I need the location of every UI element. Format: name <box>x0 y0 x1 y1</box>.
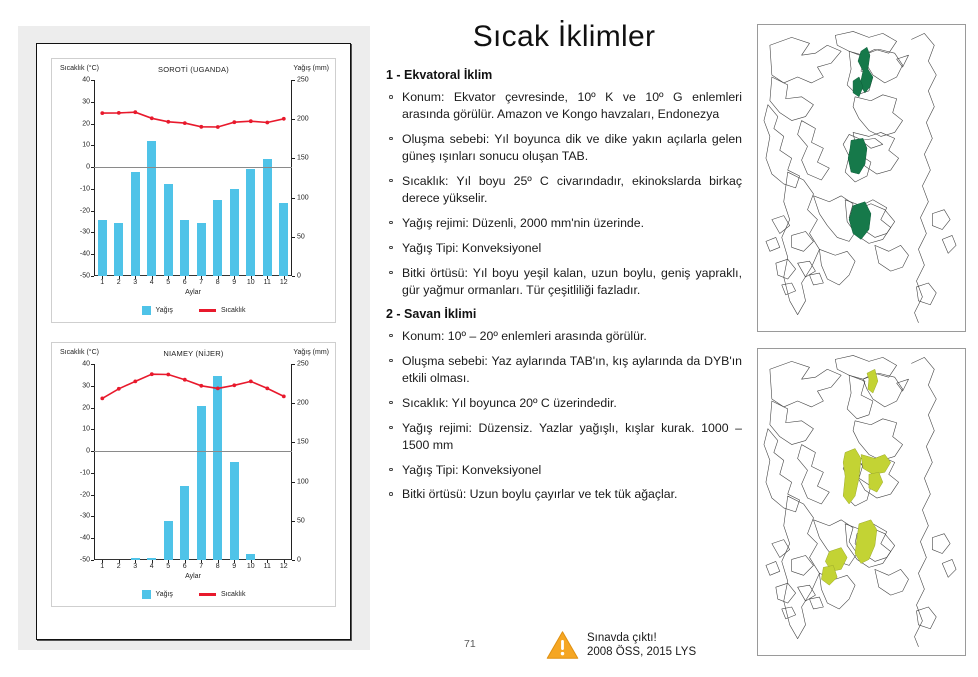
x-axis-tick-label: 6 <box>182 279 187 286</box>
x-axis-tick <box>251 276 252 279</box>
y-axis-tick-label: -50 <box>79 272 90 280</box>
x-axis-tick-label: 3 <box>133 279 138 286</box>
x-axis-tick <box>119 560 120 563</box>
bullet-item: Konum: 10º – 20º enlemleri arasında görülür. <box>386 328 742 345</box>
soroti-right-axis-caption: Yağış (mm) <box>293 65 329 72</box>
page-title: Sıcak İklimler <box>472 20 656 53</box>
savanna-climate-map <box>757 348 966 656</box>
exam-note <box>546 630 696 660</box>
soroti-left-axis-caption: Sıcaklık (°C) <box>60 65 99 72</box>
x-axis-tick <box>119 276 120 279</box>
y-axis-tick <box>91 560 94 561</box>
y-axis-tick-label: -20 <box>79 207 90 215</box>
y-axis-tick-label: -20 <box>79 491 90 499</box>
x-axis-tick-label: 9 <box>232 563 237 570</box>
soroti-chart-title: SOROTİ (UGANDA) <box>158 65 229 74</box>
x-axis-tick <box>135 560 136 563</box>
legend-label-precipitation: Yağış <box>155 307 173 314</box>
bullet-item: Yağış rejimi: Düzensiz. Yazlar yağışlı, kışlar kurak. 1000 – 1500 mm <box>386 420 742 454</box>
world-map-outline <box>758 349 965 655</box>
precipitation-swatch-icon <box>142 306 151 315</box>
legend-item-precipitation <box>142 306 173 315</box>
x-axis-tick-label: 4 <box>149 563 154 570</box>
y-axis-tick-label: 40 <box>82 360 90 368</box>
y2-axis-tick-label: 100 <box>297 194 309 202</box>
y2-axis-tick-label: 50 <box>297 517 305 525</box>
y-axis-tick-label: 0 <box>86 163 90 171</box>
x-axis-tick <box>168 560 169 563</box>
x-axis-tick <box>185 276 186 279</box>
lesson-content <box>386 14 742 664</box>
niamey-right-axis-caption: Yağış (mm) <box>293 349 329 356</box>
legend-item-precipitation <box>142 590 173 599</box>
temperature-line-icon <box>199 593 216 596</box>
x-axis-tick <box>135 276 136 279</box>
x-axis-label: Aylar <box>185 573 201 580</box>
bullet-item: Yağış Tipi: Konveksiyonel <box>386 240 742 257</box>
x-axis-tick <box>284 560 285 563</box>
highlight-regions <box>821 369 890 585</box>
y-axis-tick-label: 30 <box>82 98 90 106</box>
world-map-outline <box>758 25 965 331</box>
exam-note-text <box>587 631 696 660</box>
y-axis-tick-label: -50 <box>79 556 90 564</box>
temperature-line-series <box>94 80 292 276</box>
y2-axis-tick-label: 150 <box>297 154 309 162</box>
x-axis-tick-label: 11 <box>263 563 271 570</box>
section-heading: 1 - Ekvatoral İklim <box>386 68 493 82</box>
temperature-line-series <box>94 364 292 560</box>
y2-axis-tick-label: 150 <box>297 438 309 446</box>
x-axis-tick-label: 8 <box>215 563 220 570</box>
y-axis-tick-label: 20 <box>82 404 90 412</box>
x-axis-tick-label: 5 <box>166 563 171 570</box>
bullet-item: Oluşma sebebi: Yaz aylarında TAB'ın, kış aylarında da DYB'ın etkili olması. <box>386 353 742 387</box>
y2-axis-tick-label: 200 <box>297 115 309 123</box>
y-axis-tick-label: 40 <box>82 76 90 84</box>
x-axis-tick-label: 9 <box>232 279 237 286</box>
niamey-plot-area <box>79 360 309 580</box>
y2-axis-tick <box>292 158 295 159</box>
y-axis-tick-label: 0 <box>86 447 90 455</box>
x-axis-tick-label: 2 <box>116 563 121 570</box>
y2-axis-tick <box>292 80 295 81</box>
niamey-climate-chart <box>51 342 336 607</box>
x-axis-tick <box>218 560 219 563</box>
bullet-item: Yağış rejimi: Düzenli, 2000 mm'nin üzerinde. <box>386 215 742 232</box>
y2-axis-tick <box>292 364 295 365</box>
highlight-regions <box>848 47 873 239</box>
y-axis-tick-label: 10 <box>82 141 90 149</box>
x-axis-tick-label: 2 <box>116 279 121 286</box>
x-axis-tick-label: 10 <box>246 563 255 570</box>
x-axis-tick <box>267 276 268 279</box>
bullet-item: Oluşma sebebi: Yıl boyunca dik ve dike yakın açılarla gelen güneş ışınları sonucu oluşan TAB. <box>386 131 742 165</box>
bullet-item: Konum: Ekvator çevresinde, 10º K ve 10º G enlemleri arasında görülür. Amazon ve Kongo havzaları, Endonezya <box>386 89 742 123</box>
x-axis-tick-label: 10 <box>246 279 255 286</box>
bullet-item: Sıcaklık: Yıl boyunca 20º C üzerindedir. <box>386 395 742 412</box>
y-axis-tick-label: 30 <box>82 382 90 390</box>
x-axis-tick-label: 1 <box>100 279 105 286</box>
y2-axis-tick-label: 0 <box>297 556 301 564</box>
x-axis-tick-label: 5 <box>166 279 171 286</box>
y2-axis-tick <box>292 403 295 404</box>
section-bullets <box>386 328 742 504</box>
page-number: 71 <box>464 638 476 650</box>
soroti-legend <box>52 306 335 315</box>
x-axis-tick-label: 1 <box>100 563 105 570</box>
niamey-left-axis-caption: Sıcaklık (°C) <box>60 349 99 356</box>
soroti-climate-chart <box>51 58 336 323</box>
y2-axis-tick <box>292 560 295 561</box>
x-axis-tick-label: 12 <box>279 563 288 570</box>
x-axis-tick-label: 12 <box>279 279 288 286</box>
x-axis-tick <box>251 560 252 563</box>
bullet-item: Yağış Tipi: Konveksiyonel <box>386 462 742 479</box>
y2-axis-tick <box>292 119 295 120</box>
y2-axis-tick <box>292 237 295 238</box>
y2-axis-tick-label: 250 <box>297 360 309 368</box>
y-axis-tick-label: -30 <box>79 228 90 236</box>
x-axis-tick <box>102 276 103 279</box>
x-axis-tick <box>102 560 103 563</box>
y-axis-tick-label: -10 <box>79 469 90 477</box>
legend-item-temperature <box>199 591 246 598</box>
y2-axis-tick-label: 200 <box>297 399 309 407</box>
legend-item-temperature <box>199 307 246 314</box>
x-axis-tick-label: 3 <box>133 563 138 570</box>
temperature-line-icon <box>199 309 216 312</box>
x-axis-label: Aylar <box>185 289 201 296</box>
x-axis-tick <box>201 276 202 279</box>
x-axis-tick-label: 7 <box>199 279 204 286</box>
y2-axis-tick-label: 0 <box>297 272 301 280</box>
x-axis-tick-label: 11 <box>263 279 271 286</box>
section-bullets <box>386 89 742 299</box>
y-axis-tick-label: -10 <box>79 185 90 193</box>
section-heading: 2 - Savan İklimi <box>386 306 477 321</box>
x-axis-tick <box>284 276 285 279</box>
legend-label-temperature: Sıcaklık <box>220 307 246 314</box>
y-axis-tick-label: -40 <box>79 534 90 542</box>
x-axis-tick <box>234 276 235 279</box>
exam-note-line1: Sınavda çıktı! <box>587 631 657 644</box>
y2-axis-tick-label: 50 <box>297 233 305 241</box>
x-axis-tick <box>218 276 219 279</box>
equatorial-climate-map <box>757 24 966 332</box>
y2-axis-tick-label: 100 <box>297 478 309 486</box>
legend-label-temperature: Sıcaklık <box>220 591 246 598</box>
y-axis-tick-label: 20 <box>82 120 90 128</box>
x-axis-tick-label: 7 <box>199 563 204 570</box>
x-axis-tick-label: 4 <box>149 279 154 286</box>
x-axis-tick <box>152 560 153 563</box>
x-axis-tick-label: 8 <box>215 279 220 286</box>
y-axis-tick-label: -40 <box>79 250 90 258</box>
y-axis-tick <box>91 276 94 277</box>
y2-axis-tick <box>292 482 295 483</box>
x-axis-tick-label: 6 <box>182 563 187 570</box>
x-axis-tick <box>168 276 169 279</box>
bullet-item: Bitki örtüsü: Uzun boylu çayırlar ve tek tük ağaçlar. <box>386 486 742 503</box>
soroti-plot-area <box>79 76 309 296</box>
precipitation-swatch-icon <box>142 590 151 599</box>
y2-axis-tick <box>292 521 295 522</box>
y2-axis-tick <box>292 442 295 443</box>
legend-label-precipitation: Yağış <box>155 591 173 598</box>
x-axis-tick <box>201 560 202 563</box>
x-axis-tick <box>267 560 268 563</box>
niamey-chart-title: NIAMEY (NİJER) <box>163 349 224 358</box>
y2-axis-tick <box>292 198 295 199</box>
charts-card <box>36 43 351 640</box>
page-footer <box>386 622 742 662</box>
niamey-legend <box>52 590 335 599</box>
y-axis-tick-label: -30 <box>79 512 90 520</box>
x-axis-tick <box>185 560 186 563</box>
exam-note-line2: 2008 ÖSS, 2015 LYS <box>587 646 697 658</box>
x-axis-tick <box>152 276 153 279</box>
y2-axis-tick-label: 250 <box>297 76 309 84</box>
charts-panel <box>18 26 370 650</box>
warning-triangle-icon <box>546 630 579 660</box>
section-equatorial <box>386 68 742 299</box>
bullet-item: Bitki örtüsü: Yıl boyu yeşil kalan, uzun boylu, geniş yapraklı, gür yağmur ormanları. Tür çeşitliliği fazladır. <box>386 265 742 299</box>
y2-axis-tick <box>292 276 295 277</box>
x-axis-tick <box>234 560 235 563</box>
section-savanna <box>386 307 742 504</box>
y-axis-tick-label: 10 <box>82 425 90 433</box>
bullet-item: Sıcaklık: Yıl boyu 25º C civarındadır, ekinokslarda birkaç derece yükselir. <box>386 173 742 207</box>
